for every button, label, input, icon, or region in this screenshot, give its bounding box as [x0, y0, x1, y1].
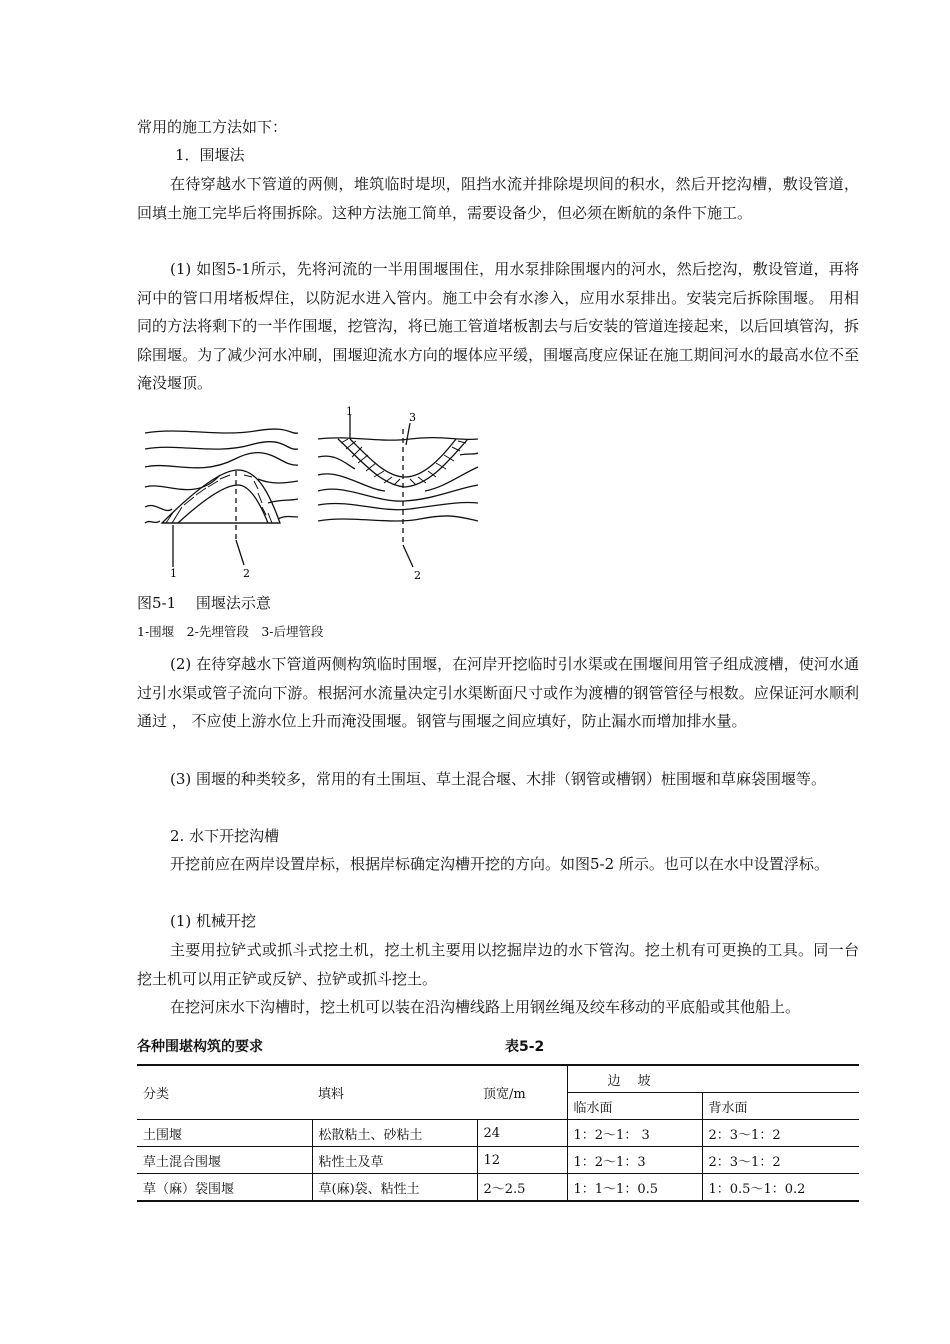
figure-label-2: 2 — [243, 567, 250, 580]
cell-upstream: 1：1～1：0.5 — [567, 1174, 702, 1202]
paragraph-7: 在挖河床水下沟槽时，挖土机可以装在沿沟槽线路上用钢丝绳及绞车移动的平底船或其他船上。 — [170, 998, 801, 1016]
header-slope: 边 坡 — [567, 1065, 859, 1093]
header-top-width: 顶宽/m — [477, 1065, 567, 1120]
cell-top-width: 2～2.5 — [477, 1174, 567, 1202]
section-heading-1: 1．围堰法 — [175, 146, 245, 164]
cell-downstream: 2：3～1：2 — [702, 1120, 859, 1147]
cell-top-width: 24 — [477, 1120, 567, 1147]
figure-label-r2: 2 — [414, 569, 421, 582]
table-row — [137, 1120, 859, 1147]
header-upstream: 临水面 — [567, 1093, 702, 1120]
table-row — [137, 1174, 859, 1202]
header-fill: 填料 — [312, 1065, 477, 1120]
table-header-row — [137, 1065, 859, 1093]
cell-fill: 松散粘土、砂粘土 — [312, 1120, 477, 1147]
figure-legend: 1-围堰 2-先埋管段 3-后埋管段 — [137, 624, 324, 639]
paragraph-6: 主要用拉铲式或抓斗式挖土机，挖土机主要用以挖掘岸边的水下管沟。挖土机有可更换的工具。同一台挖土机可以用正铲或反铲、拉铲或抓斗挖土。 — [137, 941, 859, 988]
cell-category: 草（麻）袋围堰 — [137, 1174, 312, 1202]
paragraph-1: 在待穿越水下管道的两侧，堆筑临时堤坝，阻挡水流并排除堤坝间的积水，然后开挖沟槽，敷设管道，回填土施工完毕后将围拆除。这种方法施工简单，需要设备少，但必须在断航的条件下施工。 — [137, 175, 859, 222]
paragraph-3: (2) 在待穿越水下管道两侧构筑临时围堰，在河岸开挖临时引水渠或在围堰间用管子组成渡槽，使河水通过引水渠或管子流向下游。根据河水流量决定引水渠断面尺寸或作为渡槽的钢管管径与根数。应保证河水顺利通过 ， 不应使上游水位上升而淹没围堰。钢管与围堰之间应填好，防止漏水而增加排水量。 — [137, 655, 859, 730]
section-heading-3: (1) 机械开挖 — [170, 912, 257, 930]
cell-fill: 草(麻)袋、粘性土 — [312, 1174, 477, 1202]
figure-label-1: 1 — [170, 567, 177, 580]
table-number: 表5-2 — [505, 1039, 545, 1055]
cell-category: 草土混合围堰 — [137, 1147, 312, 1174]
figure-5-1-right-diagram — [310, 405, 485, 585]
header-category: 分类 — [137, 1065, 312, 1120]
cell-upstream: 1：2～1：3 — [567, 1147, 702, 1174]
table-5-2 — [137, 1064, 859, 1202]
cell-category: 土围堰 — [137, 1120, 312, 1147]
table-row — [137, 1147, 859, 1174]
table-title: 各种围堪构筑的要求 — [137, 1039, 263, 1055]
intro-text: 常用的施工方法如下： — [137, 118, 288, 136]
paragraph-2: (1) 如图5-1所示，先将河流的一半用围堰围住，用水泵排除围堰内的河水，然后挖沟，敷设管道，再将河中的管口用堵板焊住，以防泥水进入管内。施工中会有水渗入，应用水泵排出。安装完后拆除围堰。 用相同的方法将剩下的一半作围堰，挖管沟，将已施工管道堵板割去与后安装的管道连接起来，以后回填管沟，拆除围堰。为了减少河水冲刷，围堰迎流水方向的堰体应平缓，围堰高度应保证在施工期间河水的最高水位不至淹没堰顶。 — [137, 260, 859, 392]
paragraph-4: (3) 围堰的种类较多，常用的有土围垣、草土混合堰、木排（钢管或槽钢）桩围堰和草麻袋围堰等。 — [170, 770, 827, 788]
figure-label-r3: 3 — [409, 411, 416, 424]
figure-5-1-left-diagram — [140, 415, 300, 585]
cell-downstream: 1：0.5～1：0.2 — [702, 1174, 859, 1202]
cell-fill: 粘性土及草 — [312, 1147, 477, 1174]
header-downstream: 背水面 — [702, 1093, 859, 1120]
cell-upstream: 1：2～1： 3 — [567, 1120, 702, 1147]
section-heading-2: 2. 水下开挖沟槽 — [170, 827, 280, 845]
cell-downstream: 2：3～1：2 — [702, 1147, 859, 1174]
paragraph-5: 开挖前应在两岸设置岸标，根据岸标确定沟槽开挖的方向。如图5-2 所示。也可以在水中设置浮标。 — [170, 855, 829, 873]
figure-caption: 图5-1 围堰法示意 — [137, 594, 271, 612]
figure-label-r1: 1 — [346, 405, 353, 418]
cell-top-width: 12 — [477, 1147, 567, 1174]
